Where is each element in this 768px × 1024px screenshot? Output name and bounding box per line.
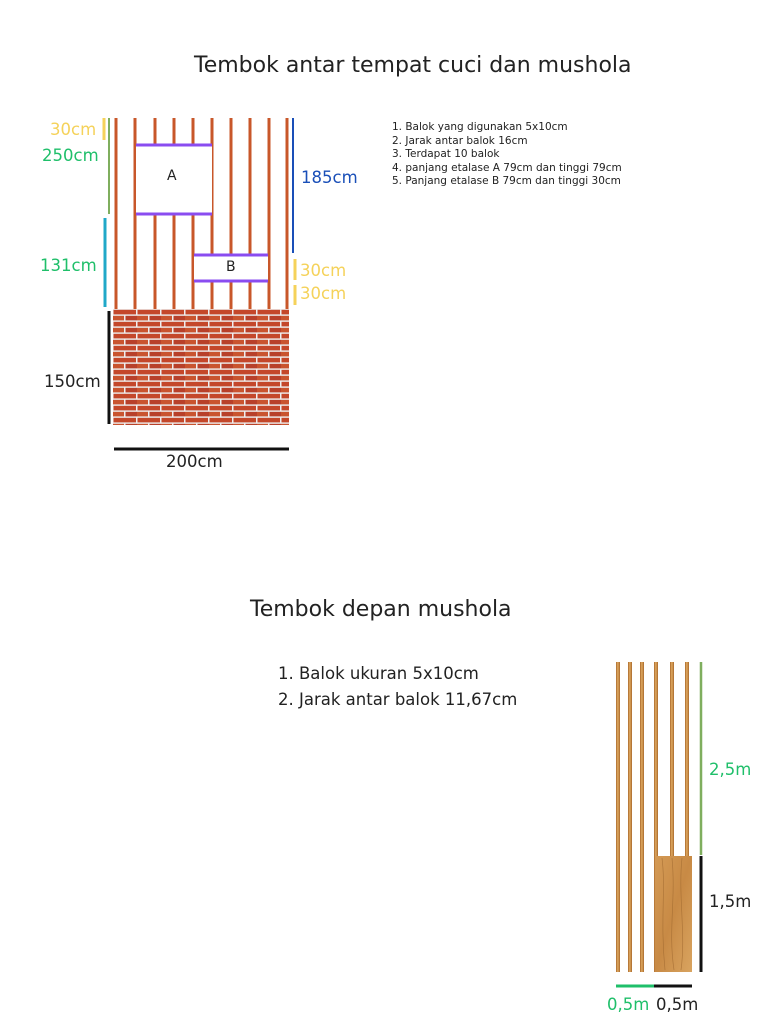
wood-panel [655, 856, 692, 972]
note-item: 5. Panjang etalase B 79cm dan tinggi 30cm [392, 175, 621, 187]
shelf-b-label: B [226, 259, 236, 275]
note-item: 4. panjang etalase A 79cm dan tinggi 79cm [392, 161, 622, 174]
beam [628, 662, 632, 972]
dim-label-150cm: 150cm [44, 372, 101, 391]
diagram1-title: Tembok antar tempat cuci dan mushola [194, 53, 632, 78]
dim-label-1-5m: 1,5m [709, 892, 752, 911]
beam [640, 662, 644, 972]
dim-label-30cm-2: 30cm [300, 284, 347, 303]
dim-label-185cm: 185cm [301, 168, 358, 187]
dim-label-250cm: 250cm [42, 146, 99, 165]
diagram2-title: Tembok depan mushola [250, 597, 512, 622]
shelf-a-label: A [167, 168, 177, 184]
note-item: 1. Balok yang digunakan 5x10cm [392, 121, 568, 133]
note-item: 2. Jarak antar balok 16cm [392, 134, 528, 147]
dim-label-2-5m: 2,5m [709, 760, 752, 779]
dim-label-30cm-1: 30cm [300, 261, 347, 280]
note-item: 1. Balok ukuran 5x10cm [278, 664, 479, 683]
dim-label-131cm: 131cm [40, 256, 97, 275]
dim-label-30cm-top: 30cm [50, 120, 97, 139]
dim-label-0-5m-left: 0,5m [607, 995, 650, 1014]
note-item: 3. Terdapat 10 balok [392, 148, 500, 160]
note-item: 2. Jarak antar balok 11,67cm [278, 690, 518, 709]
dim-label-0-5m-right: 0,5m [656, 995, 699, 1014]
beam [616, 662, 620, 972]
dim-label-200cm: 200cm [166, 452, 223, 471]
